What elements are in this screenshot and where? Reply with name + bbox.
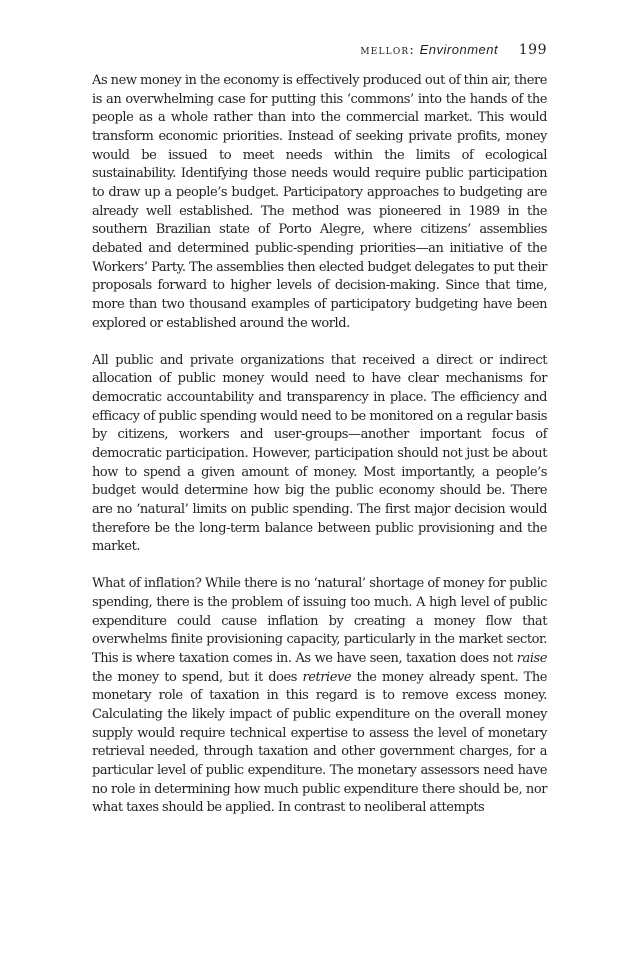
running-head (92, 42, 547, 60)
page-number: 199 (518, 42, 547, 58)
running-head-author: mellor: (360, 43, 415, 58)
emphasis-raise: raise (516, 651, 547, 667)
running-head-title: Environment (419, 42, 499, 57)
emphasis-retrieve: retrieve (302, 669, 352, 685)
paragraph-3-part-2: the money to spend, but it does (92, 669, 303, 685)
paragraph-2: All public and private organizations that received a direct or indirect allocation of public money would need to have clear mechanisms for democratic accountability and transparency in place. The efficiency and efficacy of public spending would need to be monitored on a regular basis by citizens, workers and user-groups—another important focus of democratic participation. However, participation should not just be about how to spend a given amount of money. Most importantly, a people’s budget would determine how big the public economy should be. There are no ‘natural’ limits on public spending. The first major decision would therefore be the long-term balance between public provisioning and the market. (92, 352, 547, 555)
book-page (92, 42, 547, 836)
paragraph-3 (92, 575, 547, 818)
paragraph-3-part-3: the money already spent. The monetary role of taxation in this regard is to remove excess money. Calculating the likely impact of public expenditure on the overall money supply would require technical expertise to assess the level of monetary retrieval needed, through taxation and other government charges, for a particular level of public expenditure. The monetary assessors need have no role in determining how much public expenditure there should be, nor what taxes should be applied. In contrast to neoliberal attempts (92, 669, 548, 816)
paragraph-3-part-1: What of inflation? While there is no ‘natural’ shortage of money for public spending, there is the problem of issuing too much. A high level of public expenditure could cause inflation by creating a money flow that overwhelms finite provisioning capacity, particularly in the market sector. This is where taxation comes in. As we have seen, taxation does not (92, 576, 547, 667)
paragraph-1: As new money in the economy is effectively produced out of thin air, there is an overwhelming case for putting this ‘commons’ into the hands of the people as a whole rather than into the commercial market. This would transform economic priorities. Instead of seeking private profits, money would be issued to meet needs within the limits of ecological sustainability. Identifying those needs would require public participation to draw up a people’s budget. Participatory approaches to budgeting are already well established. The method was pioneered in 1989 in the southern Brazilian state of Porto Alegre, where citizens’ assemblies debated and determined public-spending priorities—an initiative of the Workers’ Party. The assemblies then elected budget delegates to put their proposals forward to higher levels of decision-making. Since that time, more than two thousand examples of participatory budgeting have been explored or established around the world. (92, 73, 547, 331)
